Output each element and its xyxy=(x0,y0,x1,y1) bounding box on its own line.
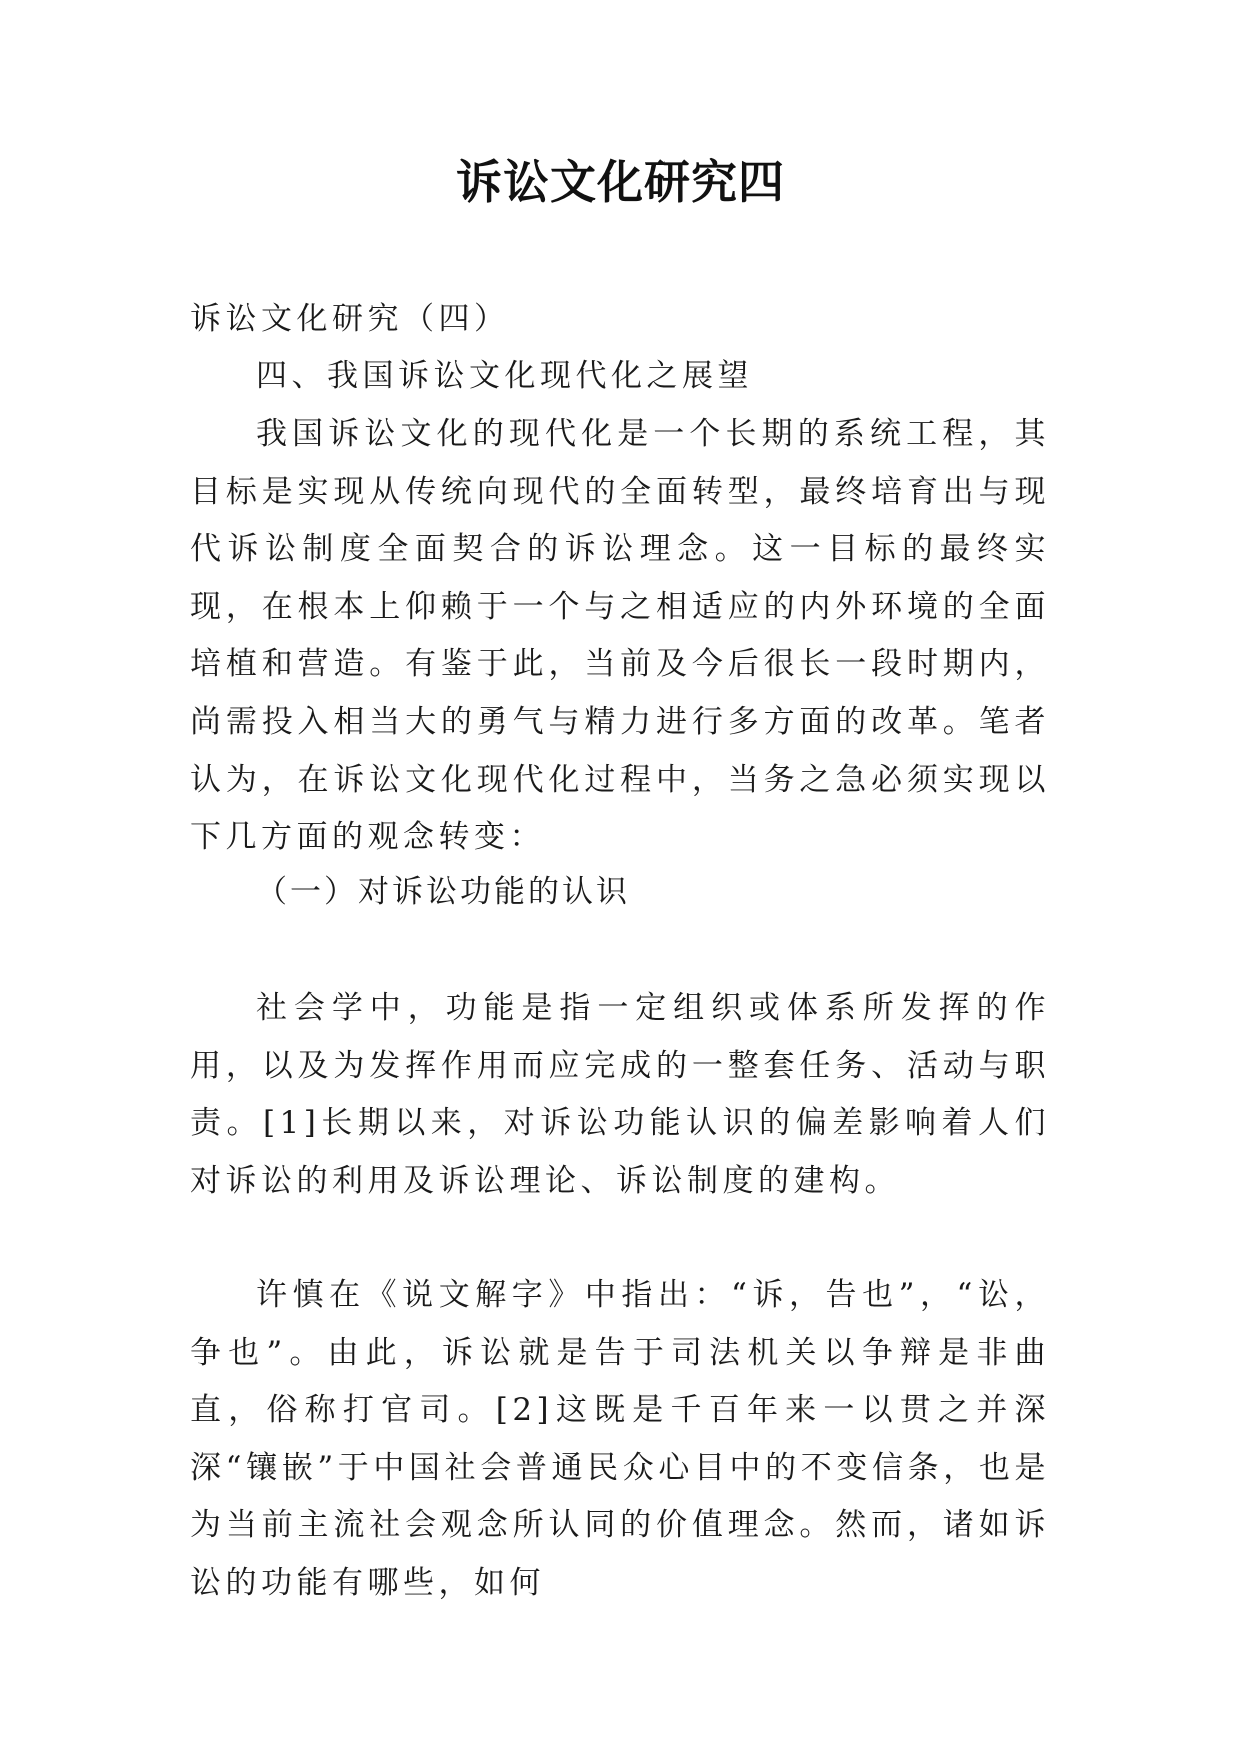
paragraph-2: 社会学中，功能是指一定组织或体系所发挥的作用，以及为发挥作用而应完成的一整套任务、活动与职责。[1]长期以来，对诉讼功能认识的偏差影响着人们对诉讼的利用及诉讼理论、诉讼制度的建构。 xyxy=(190,990,1050,1199)
section-heading: 四、我国诉讼文化现代化之展望 xyxy=(256,358,753,394)
subheading-1: （一）对诉讼功能的认识 xyxy=(256,874,630,910)
paragraph-1: 我国诉讼文化的现代化是一个长期的系统工程，其目标是实现从传统向现代的全面转型，最终培育出与现代诉讼制度全面契合的诉讼理念。这一目标的最终实现，在根本上仰赖于一个与之相适应的内外环境的全面培植和营造。有鉴于此，当前及今后很长一段时期内，尚需投入相当大的勇气与精力进行多方面的改革。笔者认为，在诉讼文化现代化过程中，当务之急必须实现以下几方面的观念转变： xyxy=(190,416,1050,856)
document-subtitle: 诉讼文化研究（四） xyxy=(190,301,510,337)
paragraph-3: 许慎在《说文解字》中指出：“诉，告也”，“讼，争也”。由此，诉讼就是告于司法机关以争辩是非曲直，俗称打官司。[2]这既是千百年来一以贯之并深深“镶嵌”于中国社会普通民众心目中的不变信条，也是为当前主流社会观念所认同的价值理念。然而，诸如诉讼的功能有哪些，如何 xyxy=(190,1277,1050,1601)
document-title: 诉讼文化研究四 xyxy=(456,155,785,209)
